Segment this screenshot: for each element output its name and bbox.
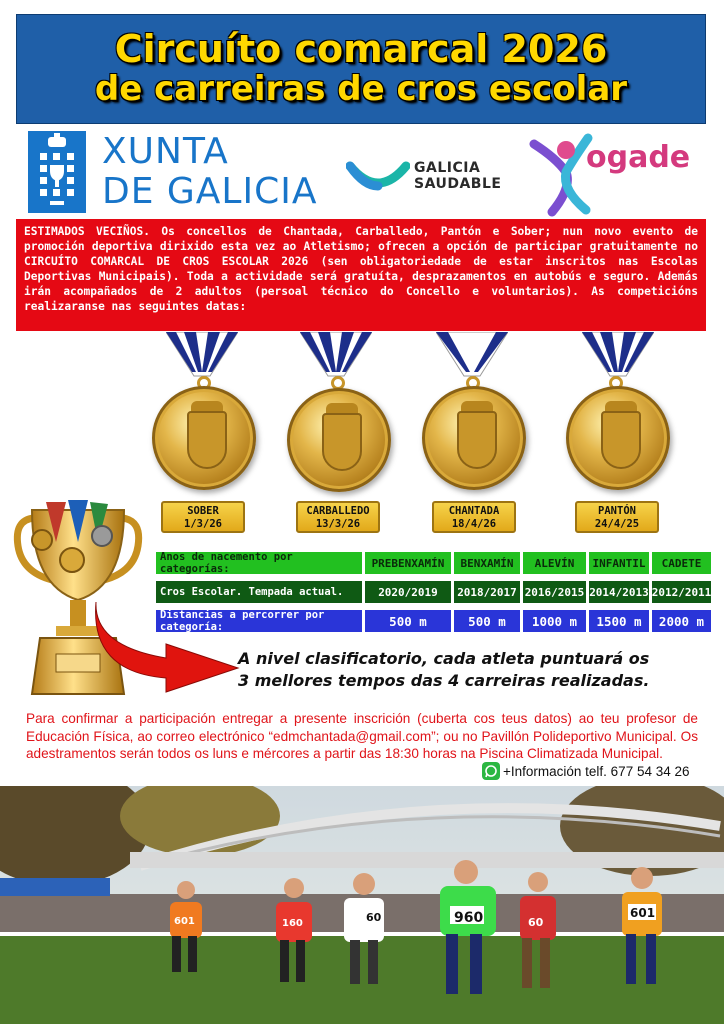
years-cell: 2018/2017 [454,581,520,603]
info-lead: ESTIMADOS VECIÑOS. [24,225,150,238]
medal-panton [566,386,670,490]
xunta-wordmark [102,132,318,212]
category-header: INFANTIL [589,552,649,574]
medal-chantada [422,386,526,490]
classification-note [238,648,649,692]
bib-number: 160 [282,918,303,929]
race-plaque-2 [296,501,380,533]
category-header: CADETE [652,552,711,574]
medal-carballedo [287,388,391,492]
race-date: 18/4/26 [451,518,497,530]
medal-ribbon [300,332,372,382]
bib-number: 60 [528,916,544,929]
title-line-1: Circuíto comarcal 2026 [114,27,608,72]
xogade-wordmark: ogade [586,140,691,175]
medal-ribbon [582,332,654,382]
galicia-saudable-logo [346,156,410,196]
xunta-line-2: DE GALICIA [102,171,318,212]
cross-country-race-photo [0,786,724,1024]
classification-line-1: A nivel clasificatorio, cada atleta puntuará os [238,649,650,668]
race-date: 1/3/26 [184,518,222,530]
medal-ribbon [436,332,508,382]
bib-number: 60 [366,911,382,924]
distance-cell: 1000 m [523,610,586,632]
classification-line-2: 3 mellores tempos das 4 carreiras realizadas. [238,671,650,690]
bib-number: 960 [454,910,484,926]
distance-cell: 2000 m [652,610,711,632]
contact-line [482,762,690,780]
category-header: BENXAMÍN [454,552,520,574]
race-place: CARBALLEDO [306,505,370,517]
gs-line-2: SAUDABLE [414,176,502,192]
race-plaque-1 [161,501,245,533]
race-date: 24/4/25 [594,518,640,530]
info-body: Os concellos de Chantada, Carballedo, Pantón e Sober; nun novo evento de promoción deportiva dirixido esta vez ao Atletismo; ofrecen a opción de participar gratuitamente no CIRCUÍTO COMARCAL DE CROS ESCOLAR 2026 (sen obligatoriedade de estar inscritos nas Escolas Deportivas Municipais). Toda a actividade será gratuíta, desprazamentos en autobús e seguro. Además irán acompañados de 2 adultos (persoal técnico do Concello e voluntarios). As competicións realizaranse nas seguintes datas: [24,225,698,313]
race-place: CHANTADA [448,505,500,517]
distance-cell: 1500 m [589,610,649,632]
years-cell: 2014/2013 [589,581,649,603]
race-place: SOBER [187,505,219,517]
distance-label: Distancias a percorrer por categoría: [156,610,362,632]
gs-line-1: GALICIA [414,160,481,176]
table-header-label: Anos de nacemento por categorías: [156,552,362,574]
xunta-line-1: XUNTA [102,131,229,172]
race-date: 13/3/26 [315,518,361,530]
title-line-2: de carreiras de cros escolar [94,69,628,110]
contact-phone: +Información telf. 677 54 34 26 [503,763,690,779]
medal-sober [152,386,256,490]
participation-instructions: Para confirmar a participación entregar a presente inscrición (cuberta cos teus datos) ao teu profesor de Educación Física, ao correo electrónico “edmchantada@gmail.com”; ou no Pavillón Polideportivo Municipal. Os adestramentos serán todos os luns e mércores a partir das 18:30 horas na Piscina Climatizada Municipal. [26,711,698,762]
title-banner [16,14,706,124]
medal-ribbon [166,332,238,382]
xunta-shield-logo [28,131,86,213]
distance-cell: 500 m [365,610,451,632]
race-plaque-4 [575,501,659,533]
category-header: PREBENXAMÍN [365,552,451,574]
bib-number: 601 [174,916,195,927]
galicia-saudable-wordmark [414,160,501,192]
red-arrow-icon [86,598,246,694]
race-place: PANTÓN [598,505,636,517]
info-box [16,219,706,331]
years-cell: 2020/2019 [365,581,451,603]
whatsapp-icon [482,762,500,780]
race-plaque-3 [432,501,516,533]
years-label: Cros Escolar. Tempada actual. [156,581,362,603]
category-header: ALEVÍN [523,552,586,574]
distance-cell: 500 m [454,610,520,632]
years-cell: 2016/2015 [523,581,586,603]
years-cell: 2012/2011 [652,581,711,603]
bib-number: 601 [630,906,656,920]
